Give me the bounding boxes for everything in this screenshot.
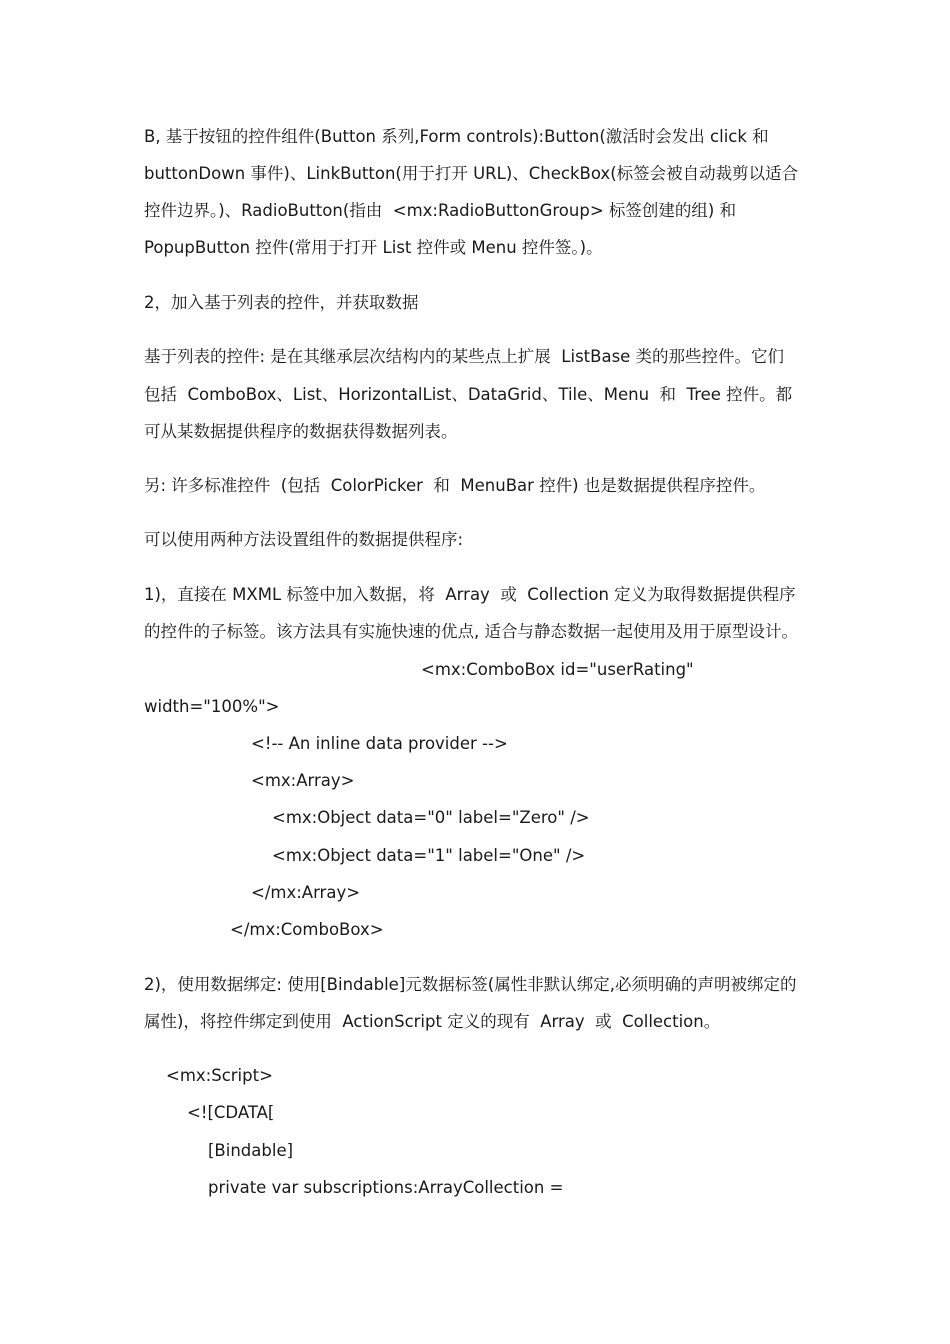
list-controls-line-2: 包括 ComboBox、List、HorizontalList、DataGrid、Tile、Menu 和 Tree 控件。都 [144,385,793,404]
data-provider-controls-note: 另: 许多标准控件 (包括 ColorPicker 和 MenuBar 控件) 也是数据提供程序控件。 [144,476,766,495]
list-controls-line-3: 可从某数据提供程序的数据获得数据列表。 [144,422,458,441]
list-controls-line-1: 基于列表的控件: 是在其继承层次结构内的某些点上扩展 ListBase 类的那些控件。它们 [144,347,785,366]
section-b-line-1: B, 基于按钮的控件组件(Button 系列,Form controls):Button(激活时会发出 click 和 [144,127,769,146]
section-b-line-4: PopupButton 控件(常用于打开 List 控件或 Menu 控件签。)。 [144,238,603,257]
code-line: private var subscriptions:ArrayCollection = [208,1178,564,1197]
section-b-line-2: buttonDown 事件)、LinkButton(用于打开 URL)、CheckBox(标签会被自动裁剪以适合 [144,164,799,183]
section-2-heading: 2，加入基于列表的控件，并获取数据 [144,293,419,312]
code-line: <mx:Object data="1" label="One" /> [272,846,586,865]
two-methods-intro: 可以使用两种方法设置组件的数据提供程序: [144,530,464,549]
code-line: <mx:Script> [166,1066,273,1085]
code-line: <![CDATA[ [187,1103,275,1122]
code-line: </mx:ComboBox> [230,920,384,939]
code-line: [Bindable] [208,1141,294,1160]
method-1-line-1: 1)，直接在 MXML 标签中加入数据，将 Array 或 Collection 定义为取得数据提供程序 [144,585,796,604]
method-2-line-1: 2)，使用数据绑定: 使用[Bindable]元数据标签(属性非默认绑定,必须明确的声明被绑定的 [144,975,797,994]
code-line: <mx:Array> [251,771,355,790]
method-1-line-2: 的控件的子标签。该方法具有实施快速的优点, 适合与静态数据一起使用及用于原型设计。 [144,622,798,641]
code-line: <mx:ComboBox id="userRating" [421,660,694,679]
code-line: </mx:Array> [251,883,361,902]
section-b-line-3: 控件边界。)、RadioButton(指由 <mx:RadioButtonGroup> 标签创建的组) 和 [144,201,737,220]
code-line: width="100%"> [144,697,280,716]
code-line: <!-- An inline data provider --> [251,734,508,753]
code-line: <mx:Object data="0" label="Zero" /> [272,808,590,827]
method-2-line-2: 属性)，将控件绑定到使用 ActionScript 定义的现有 Array 或 Collection。 [144,1012,721,1031]
